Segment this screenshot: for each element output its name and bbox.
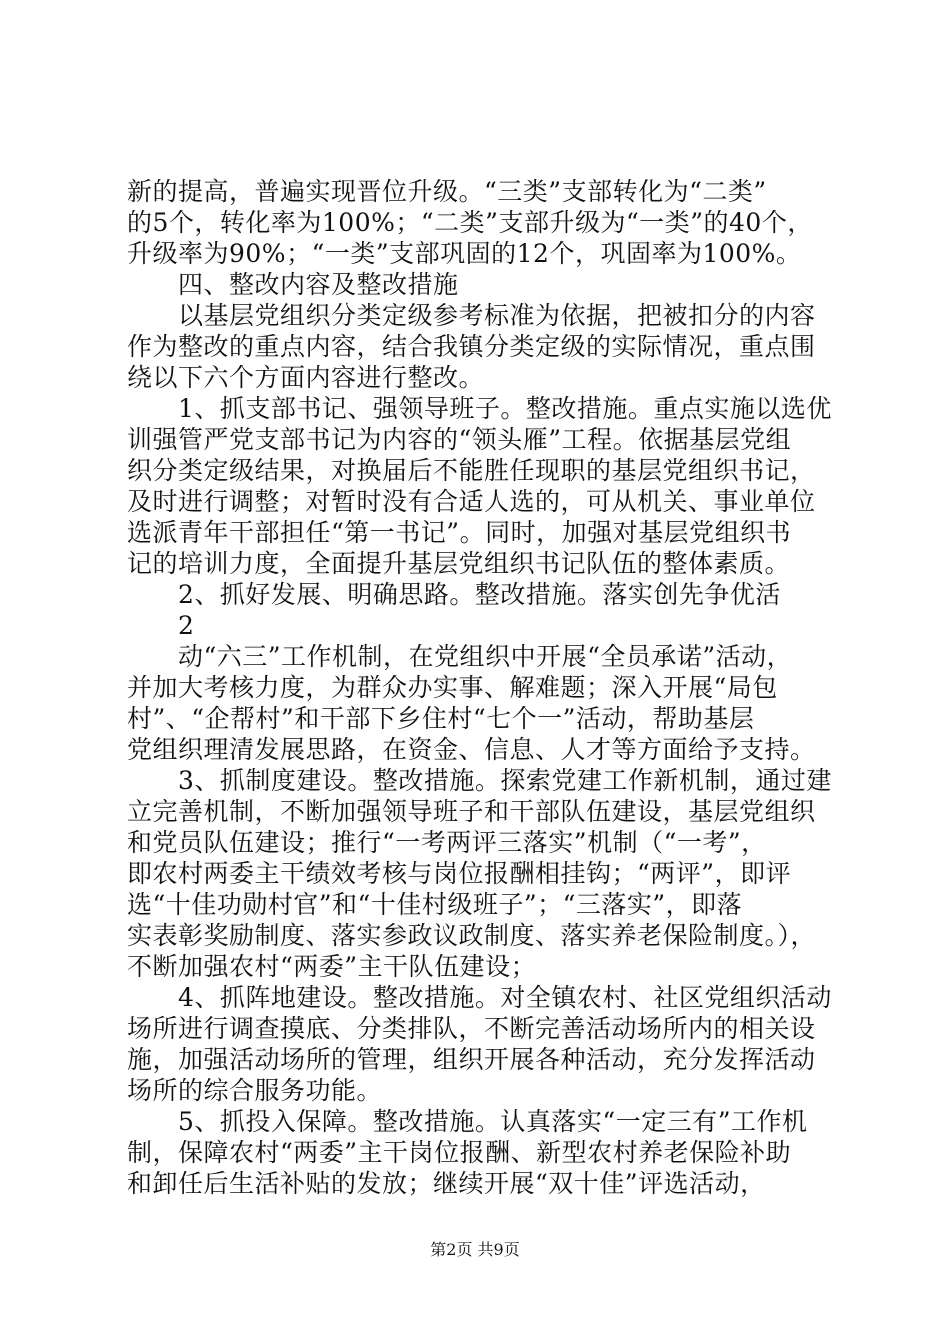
text-line: 5、抓投入保障。整改措施。认真落实“一定三有”工作机: [178, 1107, 808, 1136]
text-line: 训强管严党支部书记为内容的“领头雁”工程。依据基层党组: [127, 425, 792, 454]
text-line: 2、抓好发展、明确思路。整改措施。落实创先争优活: [178, 580, 781, 609]
text-line: 4、抓阵地建设。整改措施。对全镇农村、社区党组织活动: [178, 983, 832, 1012]
text-line: 1、抓支部书记、强领导班子。整改措施。重点实施以选优: [178, 394, 832, 423]
text-line: 织分类定级结果，对换届后不能胜任现职的基层党组织书记，: [127, 456, 816, 485]
text-line: 和党员队伍建设；推行“一考两评三落实”机制（“一考”，: [127, 828, 767, 857]
text-line: 新的提高，普遍实现晋位升级。“三类”支部转化为“二类”: [127, 177, 767, 206]
text-line: 和卸任后生活补贴的发放；继续开展“双十佳”评选活动，: [127, 1169, 766, 1198]
section-heading: 四、整改内容及整改措施: [178, 270, 459, 299]
page-number-inline: 2: [178, 611, 195, 640]
text-line: 并加大考核力度，为群众办实事、解难题；深入开展“局包: [127, 673, 778, 702]
text-line: 动“六三”工作机制，在党组织中开展“全员承诺”活动，: [178, 642, 793, 671]
text-line: 选“十佳功勋村官”和“十佳村级班子”；“三落实”，即落: [127, 890, 743, 919]
text-line: 3、抓制度建设。整改措施。探索党建工作新机制，通过建: [178, 766, 832, 795]
page-footer: 第2页 共9页: [430, 1240, 520, 1259]
text-line: 党组织理清发展思路，在资金、信息、人才等方面给予支持。: [127, 735, 816, 764]
text-line: 实表彰奖励制度、落实参政议政制度、落实养老保险制度。），: [127, 921, 817, 950]
text-line: 即农村两委主干绩效考核与岗位报酬相挂钩；“两评”，即评: [127, 859, 792, 888]
text-line: 场所进行调查摸底、分类排队，不断完善活动场所内的相关设: [127, 1014, 816, 1043]
text-line: 选派青年干部担任“第一书记”。同时，加强对基层党组织书: [127, 518, 792, 547]
text-line: 以基层党组织分类定级参考标准为依据，把被扣分的内容: [178, 301, 816, 330]
text-line: 制，保障农村“两委”主干岗位报酬、新型农村养老保险补助: [127, 1138, 792, 1167]
text-line: 不断加强农村“两委”主干队伍建设；: [127, 952, 537, 981]
text-line: 及时进行调整；对暂时没有合适人选的，可从机关、事业单位: [127, 487, 816, 516]
text-line: 记的培训力度，全面提升基层党组织书记队伍的整体素质。: [127, 549, 791, 578]
text-line: 绕以下六个方面内容进行整改。: [127, 363, 485, 392]
text-line: 升级率为90%；“一类”支部巩固的12个，巩固率为100%。: [127, 239, 802, 268]
text-line: 村”、“企帮村”和干部下乡住村“七个一”活动，帮助基层: [127, 704, 755, 733]
text-line: 施，加强活动场所的管理，组织开展各种活动，充分发挥活动: [127, 1045, 816, 1074]
text-line: 立完善机制，不断加强领导班子和干部队伍建设，基层党组织: [127, 797, 816, 826]
text-line: 的5个，转化率为100%；“二类”支部升级为“一类”的40个，: [127, 208, 813, 237]
text-line: 作为整改的重点内容，结合我镇分类定级的实际情况，重点围: [127, 332, 816, 361]
text-line: 场所的综合服务功能。: [127, 1076, 383, 1105]
